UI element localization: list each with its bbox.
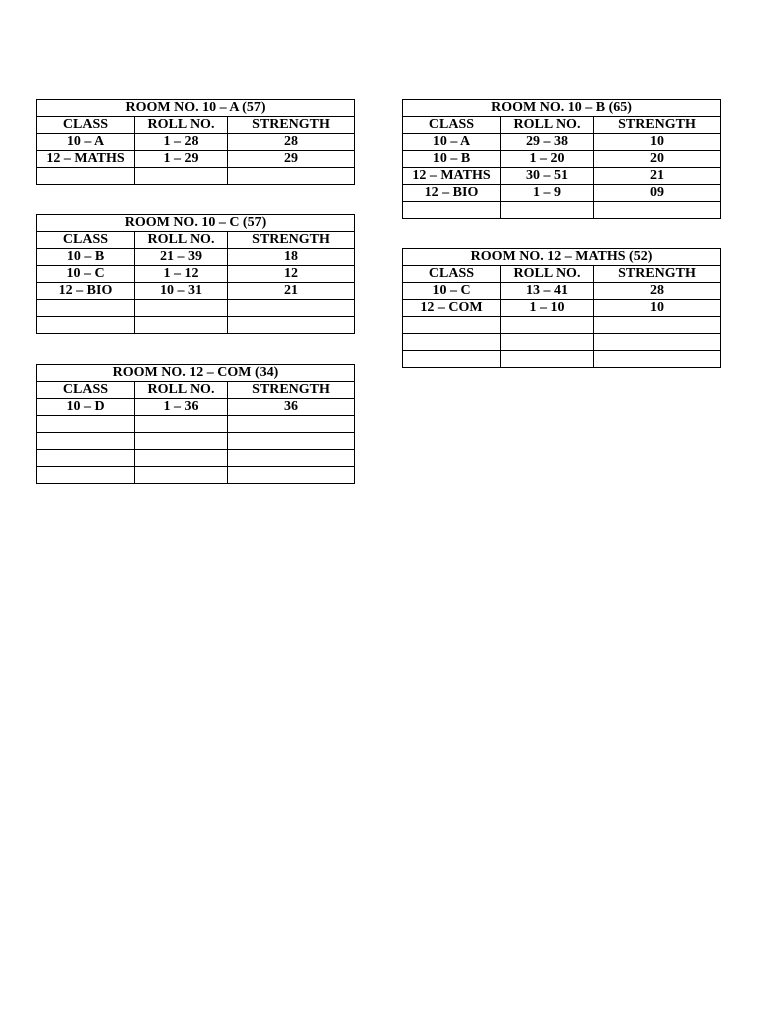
cell-class: 12 – COM xyxy=(403,300,501,317)
room-table-12-maths xyxy=(402,248,721,368)
cell-class: 10 – B xyxy=(403,151,501,168)
cell-roll-no: 13 – 41 xyxy=(501,283,594,300)
cell-roll-no xyxy=(135,317,228,334)
cell-strength: 12 xyxy=(228,266,355,283)
cell-strength: 29 xyxy=(228,151,355,168)
room-title-row xyxy=(37,215,355,232)
room-title-row xyxy=(403,100,721,117)
cell-roll-no xyxy=(501,351,594,368)
cell-class: 12 – BIO xyxy=(37,283,135,300)
cell-class: 12 – MATHS xyxy=(403,168,501,185)
cell-roll-no xyxy=(135,416,228,433)
cell-strength: 28 xyxy=(594,283,721,300)
cell-strength xyxy=(228,467,355,484)
header-row xyxy=(37,117,355,134)
header-row xyxy=(403,266,721,283)
cell-class: 10 – A xyxy=(37,134,135,151)
table-row xyxy=(37,300,355,317)
header-roll-no: ROLL NO. xyxy=(501,266,594,283)
cell-class xyxy=(37,433,135,450)
cell-roll-no: 21 – 39 xyxy=(135,249,228,266)
header-row xyxy=(403,117,721,134)
cell-strength: 10 xyxy=(594,300,721,317)
table-row xyxy=(403,334,721,351)
table-row xyxy=(37,134,355,151)
header-strength: STRENGTH xyxy=(594,117,721,134)
cell-strength: 28 xyxy=(228,134,355,151)
room-table-12-com xyxy=(36,364,355,484)
cell-class xyxy=(37,168,135,185)
cell-roll-no: 1 – 20 xyxy=(501,151,594,168)
table-row xyxy=(403,283,721,300)
header-row xyxy=(37,382,355,399)
cell-roll-no: 1 – 36 xyxy=(135,399,228,416)
header-strength: STRENGTH xyxy=(228,117,355,134)
cell-roll-no: 29 – 38 xyxy=(501,134,594,151)
header-class: CLASS xyxy=(37,232,135,249)
cell-class xyxy=(37,450,135,467)
table-row xyxy=(403,300,721,317)
cell-strength xyxy=(594,334,721,351)
room-title: ROOM NO. 12 – COM (34) xyxy=(37,365,355,382)
cell-roll-no: 30 – 51 xyxy=(501,168,594,185)
header-strength: STRENGTH xyxy=(594,266,721,283)
header-class: CLASS xyxy=(37,382,135,399)
cell-roll-no xyxy=(135,450,228,467)
cell-strength: 36 xyxy=(228,399,355,416)
cell-roll-no: 1 – 9 xyxy=(501,185,594,202)
table-row xyxy=(403,151,721,168)
cell-roll-no: 1 – 28 xyxy=(135,134,228,151)
cell-class xyxy=(37,467,135,484)
cell-class xyxy=(37,317,135,334)
room-table-10-c xyxy=(36,214,355,334)
cell-strength xyxy=(228,433,355,450)
cell-roll-no xyxy=(501,317,594,334)
cell-roll-no: 1 – 29 xyxy=(135,151,228,168)
room-title: ROOM NO. 10 – C (57) xyxy=(37,215,355,232)
table-row xyxy=(403,134,721,151)
table-row xyxy=(37,399,355,416)
table-row xyxy=(37,433,355,450)
cell-class: 10 – A xyxy=(403,134,501,151)
cell-roll-no xyxy=(135,300,228,317)
cell-roll-no: 1 – 10 xyxy=(501,300,594,317)
table-row xyxy=(37,151,355,168)
cell-strength: 10 xyxy=(594,134,721,151)
header-roll-no: ROLL NO. xyxy=(135,382,228,399)
table-row xyxy=(403,185,721,202)
table-row xyxy=(37,467,355,484)
room-title-row xyxy=(37,100,355,117)
cell-roll-no xyxy=(135,433,228,450)
cell-class xyxy=(403,202,501,219)
cell-strength xyxy=(228,300,355,317)
cell-roll-no xyxy=(501,334,594,351)
cell-strength: 18 xyxy=(228,249,355,266)
cell-strength xyxy=(594,202,721,219)
cell-strength xyxy=(228,168,355,185)
table-row xyxy=(37,266,355,283)
cell-class xyxy=(403,334,501,351)
cell-class xyxy=(403,317,501,334)
cell-class: 10 – B xyxy=(37,249,135,266)
header-strength: STRENGTH xyxy=(228,382,355,399)
room-title: ROOM NO. 12 – MATHS (52) xyxy=(403,249,721,266)
cell-class: 10 – D xyxy=(37,399,135,416)
cell-roll-no xyxy=(135,168,228,185)
header-roll-no: ROLL NO. xyxy=(135,117,228,134)
table-row xyxy=(403,351,721,368)
table-row xyxy=(37,317,355,334)
room-title: ROOM NO. 10 – A (57) xyxy=(37,100,355,117)
room-title-row xyxy=(37,365,355,382)
cell-class xyxy=(403,351,501,368)
room-title: ROOM NO. 10 – B (65) xyxy=(403,100,721,117)
cell-strength xyxy=(228,317,355,334)
header-roll-no: ROLL NO. xyxy=(135,232,228,249)
table-row xyxy=(403,168,721,185)
cell-roll-no xyxy=(135,467,228,484)
cell-roll-no: 10 – 31 xyxy=(135,283,228,300)
cell-strength: 20 xyxy=(594,151,721,168)
table-row xyxy=(403,317,721,334)
table-row xyxy=(403,202,721,219)
cell-class: 12 – MATHS xyxy=(37,151,135,168)
room-title-row xyxy=(403,249,721,266)
cell-strength xyxy=(228,450,355,467)
header-strength: STRENGTH xyxy=(228,232,355,249)
table-row xyxy=(37,283,355,300)
cell-roll-no: 1 – 12 xyxy=(135,266,228,283)
cell-strength: 09 xyxy=(594,185,721,202)
table-row xyxy=(37,168,355,185)
cell-strength xyxy=(594,317,721,334)
cell-strength xyxy=(228,416,355,433)
header-class: CLASS xyxy=(37,117,135,134)
cell-strength xyxy=(594,351,721,368)
table-row xyxy=(37,249,355,266)
cell-class: 12 – BIO xyxy=(403,185,501,202)
header-roll-no: ROLL NO. xyxy=(501,117,594,134)
cell-class: 10 – C xyxy=(37,266,135,283)
cell-strength: 21 xyxy=(594,168,721,185)
table-row xyxy=(37,450,355,467)
cell-class xyxy=(37,300,135,317)
header-row xyxy=(37,232,355,249)
header-class: CLASS xyxy=(403,117,501,134)
room-table-10-a xyxy=(36,99,355,185)
room-table-10-b xyxy=(402,99,721,219)
cell-class: 10 – C xyxy=(403,283,501,300)
cell-strength: 21 xyxy=(228,283,355,300)
table-row xyxy=(37,416,355,433)
header-class: CLASS xyxy=(403,266,501,283)
cell-roll-no xyxy=(501,202,594,219)
cell-class xyxy=(37,416,135,433)
